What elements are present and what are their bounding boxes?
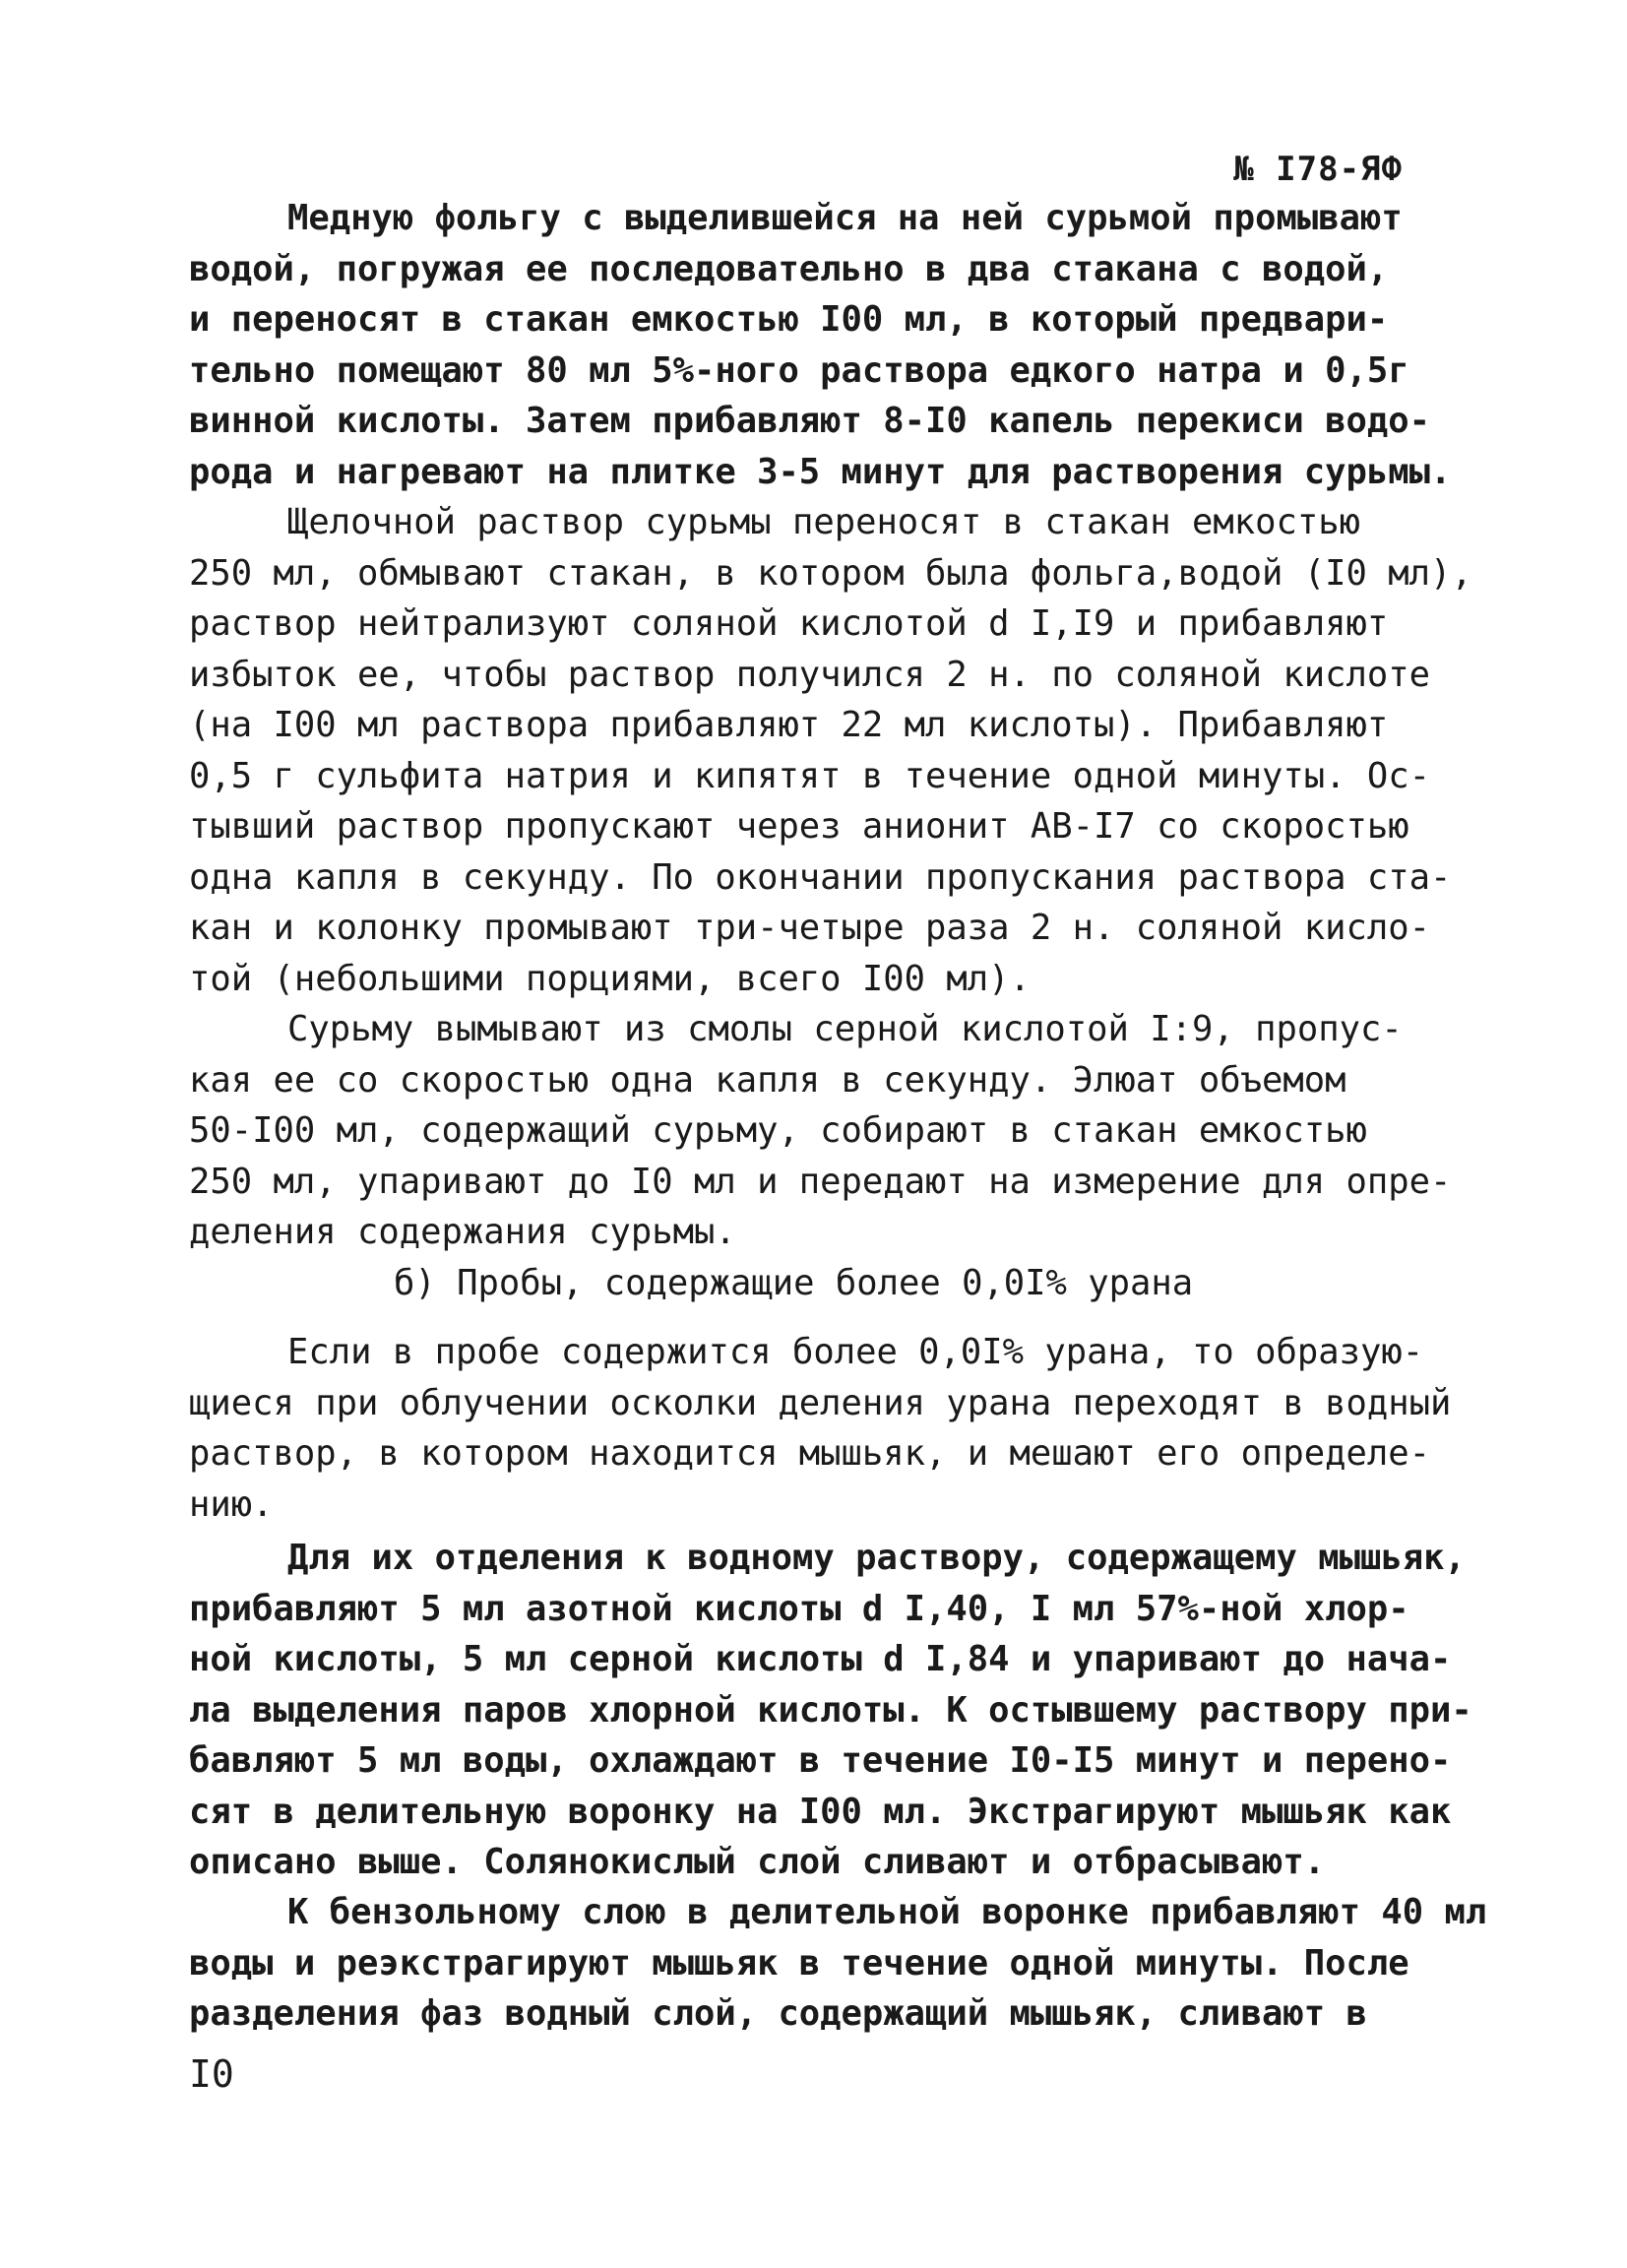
text-line: тывший раствор пропускают через анионит АВ-I7 со скоростью: [189, 806, 1409, 847]
text-line: Медную фольгу с выделившейся на ней сурьмой промывают: [287, 198, 1403, 238]
text-line: той (небольшими порциями, всего I00 мл).: [189, 958, 1031, 999]
text-line: К бензольному слою в делительной воронке прибавляют 40 мл: [287, 1892, 1487, 1932]
text-line: бавляют 5 мл воды, охлаждают в течение I0-I5 минут и перено-: [189, 1740, 1452, 1781]
text-line: винной кислоты. Затем прибавляют 8-I0 капель перекиси водо-: [189, 401, 1430, 441]
text-line: 0,5 г сульфита натрия и кипятят в течение одной минуты. Ос-: [189, 755, 1430, 796]
text-line: тельно помещают 80 мл 5%-ного раствора едкого натра и 0,5г: [189, 349, 1409, 391]
text-line: описано выше. Солянокислый слой сливают и отбрасывают.: [189, 1842, 1326, 1882]
paragraph-3: [189, 1004, 1459, 1258]
text-line: ла выделения паров хлорной кислоты. К остывшему раствору при-: [189, 1689, 1472, 1731]
text-line: раствор нейтрализуют соляной кислотой d I,I9 и прибавляют: [189, 603, 1389, 644]
page-number: I0: [189, 2052, 234, 2096]
text-line: Если в пробе содержится более 0,0I% урана, то образую-: [287, 1332, 1424, 1372]
text-line: и переносят в стакан емкостью I00 мл, в который предвари-: [189, 299, 1389, 340]
text-line: сят в делительную воронку на I00 мл. Экстрагируют мышьяк как: [189, 1791, 1452, 1832]
paragraph-2: [189, 497, 1472, 1004]
text-line: кан и колонку промывают три-четыре раза 2 н. соляной кисло-: [189, 908, 1430, 948]
text-line: кая ее со скоростью одна капля в секунду. Элюат объемом: [189, 1059, 1346, 1101]
text-line: щиеся при облучении осколки деления урана переходят в водный: [189, 1382, 1452, 1423]
text-line: рода и нагревают на плитке 3-5 минут для растворения сурьмы.: [189, 451, 1452, 492]
text-line: деления содержания сурьмы.: [189, 1212, 736, 1252]
text-line: (на I00 мл раствора прибавляют 22 мл кислоты). Прибавляют: [189, 705, 1389, 745]
text-line: прибавляют 5 мл азотной кислоты d I,40, I мл 57%-ной хлор-: [189, 1588, 1409, 1629]
paragraph-4: [189, 1327, 1459, 1530]
section-heading: б) Пробы, содержащие более 0,0I% урана: [394, 1263, 1194, 1303]
text-line: 50-I00 мл, содержащий сурьму, собирают в стакан емкостью: [189, 1110, 1367, 1151]
paragraph-1: [189, 193, 1459, 497]
text-line: Сурьму вымывают из смолы серной кислотой I:9, пропус-: [287, 1009, 1403, 1049]
text-line: раствор, в котором находится мышьяк, и мешают его определе-: [189, 1433, 1430, 1474]
text-line: водой, погружая ее последовательно в два стакана с водой,: [189, 248, 1389, 289]
text-line: разделения фаз водный слой, содержащий мышьяк, сливают в: [189, 1993, 1367, 2034]
paragraph-6: [189, 1887, 1487, 2040]
text-line: нию.: [189, 1483, 274, 1525]
text-line: ной кислоты, 5 мл серной кислоты d I,84 и упаривают до нача-: [189, 1639, 1452, 1679]
text-line: Щелочной раствор сурьмы переносят в стакан емкостью: [287, 502, 1361, 542]
text-line: Для их отделения к водному раствору, содержащему мышьяк,: [287, 1538, 1466, 1578]
paragraph-5: [189, 1533, 1472, 1888]
document-number: № I78-ЯФ: [1233, 150, 1403, 189]
text-line: избыток ее, чтобы раствор получился 2 н. по соляной кислоте: [189, 654, 1430, 695]
text-line: одна капля в секунду. По окончании пропускания раствора ста-: [189, 856, 1452, 898]
text-line: 250 мл, обмывают стакан, в котором была фольга,водой (I0 мл),: [189, 552, 1472, 594]
text-line: 250 мл, упаривают до I0 мл и передают на измерение для опре-: [189, 1161, 1452, 1202]
text-line: воды и реэкстрагируют мышьяк в течение одной минуты. После: [189, 1942, 1409, 1984]
